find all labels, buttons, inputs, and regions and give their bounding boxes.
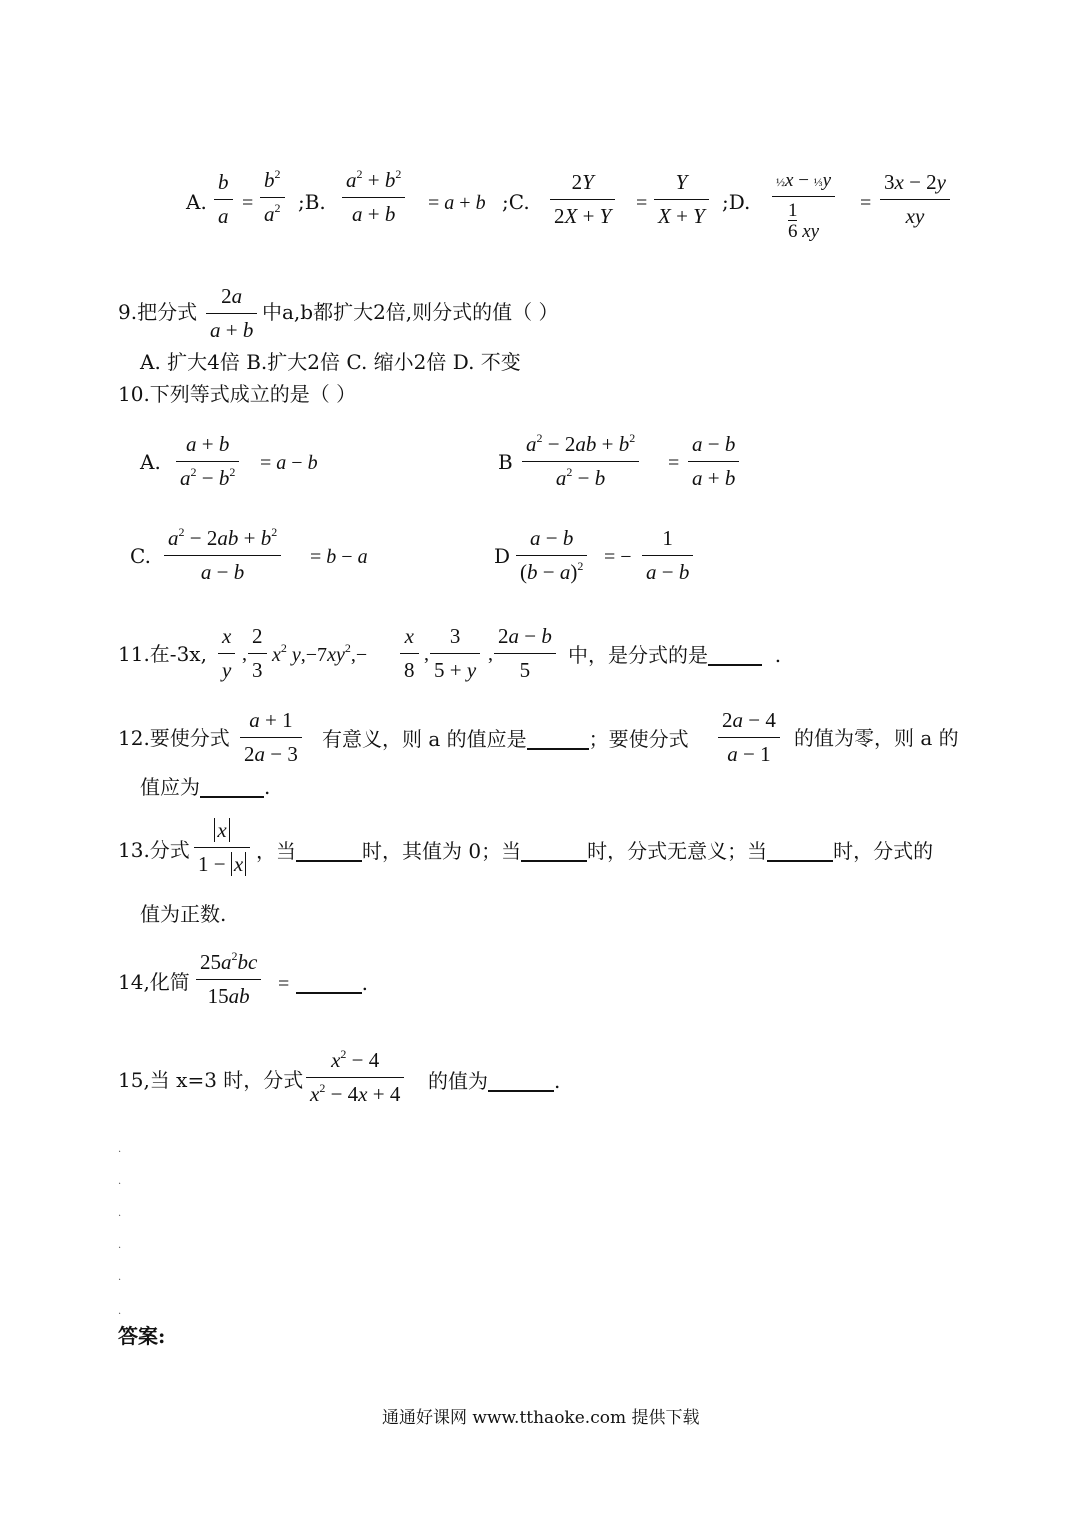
q8-option-a-label: A. (186, 190, 207, 214)
q13-frac: $\frac{x}{1 - x}$ (194, 818, 250, 877)
q8-d-frac-left: ½x − ⅓y 1 6 xy (772, 170, 835, 243)
q9-frac: $\frac{2a}{a + b}$ (206, 284, 257, 343)
q14-answer-blank[interactable] (296, 972, 362, 994)
q10-option-d-label: D (494, 544, 511, 568)
q12-end: . (264, 775, 271, 799)
q8-c-equals: = (636, 192, 648, 214)
q14-frac: $\frac{25a^2bc}{15ab}$ (196, 950, 261, 1009)
q10-option-a-label: A. (140, 450, 161, 474)
q13-line2: 值为正数. (140, 902, 227, 926)
q14-end: . (361, 971, 368, 995)
q15-prefix: 15,当 x=3 时，分式 (118, 1068, 304, 1092)
q12-frac-1: $\frac{a + 1}{2a - 3}$ (240, 708, 302, 767)
q8-a-frac-left: $\frac{b}{a}$ (214, 170, 233, 229)
margin-dot: . (118, 1208, 122, 1219)
q13-p1: ，当 (256, 839, 296, 863)
q8-d-frac-right: $\frac{3x - 2y}{xy}$ (880, 170, 950, 229)
q10-stem: 10.下列等式成立的是（ ） (118, 382, 357, 406)
q11-term-x2y: $x^2$ $y,-7xy^2,-$ (272, 641, 368, 666)
q11-prefix: 11.在-3x, (118, 642, 207, 666)
q11-term-x-over-y: $\frac{x}{y}$ (218, 624, 235, 683)
q10-a-result: = a − b (260, 452, 318, 474)
q13-answer-blank-1[interactable] (296, 840, 362, 862)
q15-answer-blank[interactable] (488, 1070, 554, 1092)
q12-line2 (140, 776, 270, 798)
q11-comma-2: , (424, 643, 429, 665)
q10-d-equals: = − (604, 546, 632, 568)
q8-b-result: = a + b (428, 192, 486, 214)
q9-options: A. 扩大4倍 B.扩大2倍 C. 缩小2倍 D. 不变 (140, 350, 521, 374)
q12-mid-text: 有意义，则 a 的值应是 (322, 727, 527, 751)
q8-option-d-label: ;D. (722, 190, 751, 214)
q12-line2-text: 值应为 (140, 775, 200, 799)
q12-answer-blank-1[interactable] (527, 728, 589, 750)
q13-body (256, 840, 933, 862)
q11-term-3-over-5y: $\frac{3}{5 + y}$ (430, 624, 480, 683)
margin-dot: . (118, 1144, 122, 1155)
q8-c-frac-left: $\frac{2Y}{2X + Y}$ (550, 170, 615, 229)
q11-term-x-over-8: $\frac{x}{8}$ (400, 624, 419, 683)
q13-p4: 时，分式的 (833, 839, 934, 863)
q15-suffix-text: 的值为 (428, 1069, 488, 1093)
q10-option-c-label: C. (130, 544, 151, 568)
q13-answer-blank-3[interactable] (767, 840, 833, 862)
q11-term-2a-b-over-5: $\frac{2a - b}{5}$ (494, 624, 556, 683)
q9-suffix: 中a,b都扩大2倍,则分式的值（ ） (262, 300, 559, 324)
answer-heading: 答案: (118, 1324, 166, 1348)
q8-a-equals: = (242, 192, 254, 214)
margin-dot: . (118, 1240, 122, 1251)
q10-b-frac-left: $\frac{a^2 - 2ab + b^2}{a^2 - b}$ (522, 432, 639, 491)
q8-b-frac: $\frac{a^2 + b^2}{a + b}$ (342, 168, 405, 227)
q8-a-frac-right: $\frac{b^2}{a^2}$ (260, 168, 285, 227)
q10-c-frac: $\frac{a^2 - 2ab + b^2}{a - b}$ (164, 526, 281, 585)
q10-b-equals: = (668, 452, 680, 474)
q10-a-frac: $\frac{a + b}{a^2 - b^2}$ (176, 432, 239, 491)
q13-p2: 时，其值为 0；当 (362, 839, 522, 863)
q11-term-two-thirds: $\frac{2}{3}$ (248, 624, 267, 683)
q11-comma-1: , (242, 643, 247, 665)
q10-option-b-label: B (498, 450, 513, 474)
q8-c-frac-right: $\frac{Y}{X + Y}$ (654, 170, 709, 229)
q8-d-equals: = (860, 192, 872, 214)
margin-dot: . (118, 1306, 122, 1317)
q12-frac-2: $\frac{2a - 4}{a - 1}$ (718, 708, 780, 767)
margin-dot: . (118, 1176, 122, 1187)
q11-end: . (774, 643, 782, 667)
q15-end: . (554, 1069, 561, 1093)
q15-frac: $\frac{x^2 - 4}{x^2 - 4x + 4}$ (306, 1048, 404, 1107)
q11-answer-blank[interactable] (708, 644, 762, 666)
q12-mid3: 的值为零，则 a 的 (794, 726, 959, 750)
q10-d-frac-right: $\frac{1}{a - b}$ (642, 526, 693, 585)
q8-option-b-label: ;B. (298, 190, 326, 214)
q14-prefix: 14,化简 (118, 970, 190, 994)
q15-suffix (428, 1070, 560, 1092)
q10-d-frac-left: $\frac{a - b}{(b - a)^2}$ (516, 526, 587, 585)
q11-comma-3: , (488, 643, 493, 665)
page-footer: 通通好课网 www.tthaoke.com 提供下载 (382, 1408, 700, 1428)
margin-dot: . (118, 1272, 122, 1283)
q13-answer-blank-2[interactable] (521, 840, 587, 862)
q12-mid (322, 728, 689, 750)
q13-p3: 时，分式无意义；当 (587, 839, 768, 863)
q13-prefix: 13.分式 (118, 838, 190, 862)
q12-mid2-text: ；要使分式 (588, 727, 689, 751)
q11-suffix-text: 中，是分式的是 (568, 643, 708, 667)
q10-c-result: = b − a (310, 546, 368, 568)
q14-result: = . (278, 971, 368, 995)
q11-suffix (568, 644, 781, 666)
q9-prefix: 9.把分式 (118, 300, 198, 324)
q12-answer-blank-2[interactable] (200, 776, 264, 798)
q8-option-c-label: ;C. (502, 190, 530, 214)
q10-b-frac-right: $\frac{a - b}{a + b}$ (688, 432, 739, 491)
q12-prefix: 12.要使分式 (118, 726, 230, 750)
